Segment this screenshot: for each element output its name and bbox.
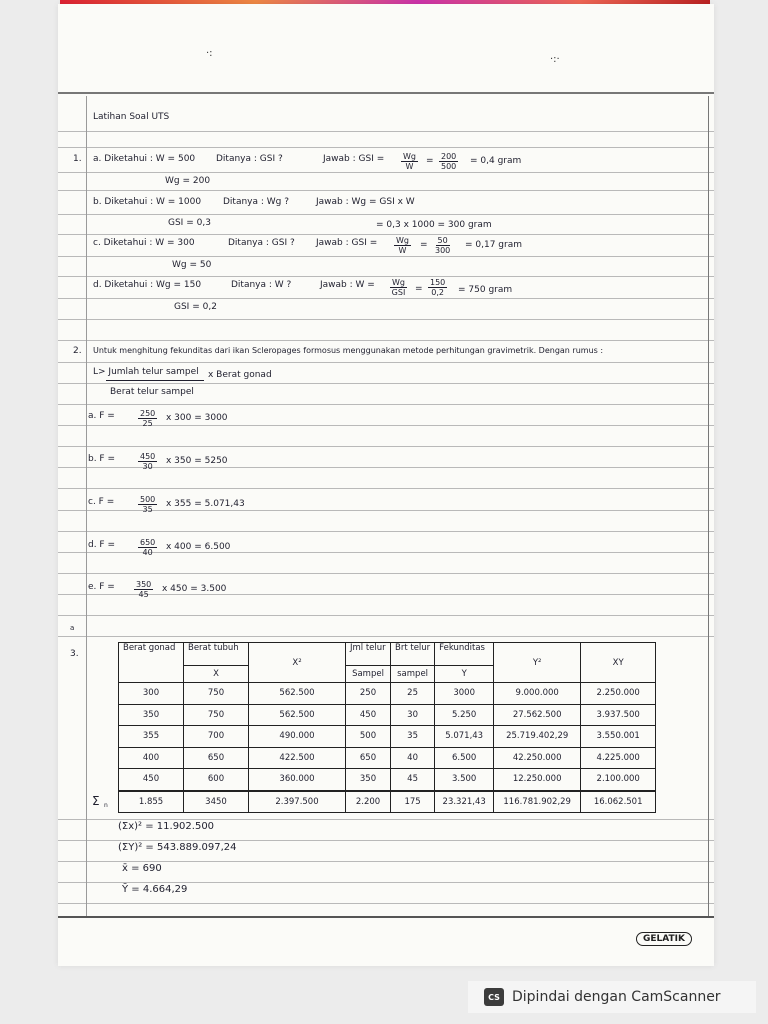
- header-fekunditas: Fekunditas: [435, 643, 494, 666]
- cell: 12.250.000: [494, 769, 581, 791]
- q1b-known-2: GSI = 0,3: [168, 218, 211, 228]
- cell: 250: [346, 683, 391, 705]
- cell: 422.500: [249, 747, 346, 769]
- cell: 350: [119, 704, 184, 726]
- cell: 400: [119, 747, 184, 769]
- q1a-answer: Jawab : GSI =: [323, 154, 385, 164]
- cell: 35: [391, 726, 435, 748]
- cell: 750: [184, 683, 249, 705]
- camscanner-text: Dipindai dengan CamScanner: [512, 989, 721, 1005]
- question-3-number: 3.: [70, 649, 79, 659]
- cell: 750: [184, 704, 249, 726]
- total-cell: 2.200: [346, 791, 391, 813]
- header-sampel: sampel: [391, 666, 435, 683]
- camscanner-watermark: [468, 981, 756, 1013]
- q2-item-fraction: $\frac{500}{35}$: [140, 495, 156, 514]
- q1d-known: d. Diketahui : Wg = 150: [93, 280, 202, 290]
- table-row: [119, 704, 656, 726]
- question-2-number: 2.: [73, 346, 82, 356]
- q1c-known-2: Wg = 50: [172, 260, 212, 270]
- q2-formula-bar: [106, 380, 204, 381]
- cell: 2.100.000: [581, 769, 656, 791]
- table-header-row: [119, 643, 656, 666]
- calc-sum-y-squared: (ΣY)² = 543.889.097,24: [118, 842, 237, 853]
- q1c-fraction-2: $\frac{50}{300}$: [435, 236, 451, 255]
- q2-item-result: x 355 = 5.071,43: [166, 499, 245, 509]
- total-cell: 23.321,43: [435, 791, 494, 813]
- cell: 3.937.500: [581, 704, 656, 726]
- table-total-row: [119, 791, 656, 813]
- q1a-result: = 0,4 gram: [470, 156, 522, 166]
- paper-speck: ·:·: [550, 54, 560, 65]
- q1d-fraction-1: Wg GSI: [391, 278, 406, 297]
- paper-speck: ·:: [206, 48, 213, 59]
- gelatik-logo: GELATIK: [636, 932, 692, 946]
- q2-item-result: x 350 = 5250: [166, 456, 228, 466]
- cell: 300: [119, 683, 184, 705]
- q2-item-result: x 450 = 3.500: [162, 584, 227, 594]
- q2-item-label: a. F =: [88, 411, 115, 421]
- q1d-result: = 750 gram: [458, 285, 513, 295]
- total-cell: 16.062.501: [581, 791, 656, 813]
- cell: 40: [391, 747, 435, 769]
- stray-mark: a: [70, 624, 75, 632]
- sum-symbol: Σ: [92, 794, 100, 808]
- calc-mean-y: Ȳ = 4.664,29: [122, 884, 188, 895]
- margin-line: [86, 96, 87, 916]
- header-y: Y: [435, 666, 494, 683]
- cell: 562.500: [249, 683, 346, 705]
- q2-formula-multiplier: x Berat gonad: [208, 370, 272, 380]
- q1d-known-2: GSI = 0,2: [174, 302, 217, 312]
- sum-subscript: n: [104, 802, 108, 809]
- cell: 42.250.000: [494, 747, 581, 769]
- q2-item-label: b. F =: [88, 454, 116, 464]
- q2-item-fraction: $\frac{650}{40}$: [140, 538, 156, 557]
- q2-item-label: d. F =: [88, 540, 116, 550]
- q2-item-fraction: $\frac{450}{30}$: [140, 452, 156, 471]
- notebook-page: [58, 4, 714, 966]
- q2-item-result: x 400 = 6.500: [166, 542, 231, 552]
- header-x: X: [184, 666, 249, 683]
- data-table: [118, 642, 656, 813]
- q1c-answer: Jawab : GSI =: [316, 238, 378, 248]
- header-berat-gonad: Berat gonad: [119, 643, 184, 683]
- q1a-fraction-2: $\frac{200}{500}$: [441, 152, 457, 171]
- q1b-answer: Jawab : Wg = GSI x W: [316, 197, 415, 207]
- cell: 350: [346, 769, 391, 791]
- cell: 27.562.500: [494, 704, 581, 726]
- cell: 5.250: [435, 704, 494, 726]
- q2-item-result: x 300 = 3000: [166, 413, 228, 423]
- q1d-asked: Ditanya : W ?: [231, 280, 292, 290]
- page-right-border: [708, 96, 709, 916]
- q1c-equals: =: [420, 240, 428, 250]
- cell: 25.719.402,29: [494, 726, 581, 748]
- table-row: [119, 726, 656, 748]
- cell: 6.500: [435, 747, 494, 769]
- page-title: Latihan Soal UTS: [93, 112, 170, 122]
- cell: 2.250.000: [581, 683, 656, 705]
- q2-item-fraction: $\frac{250}{25}$: [140, 409, 156, 428]
- q2-item-label: e. F =: [88, 582, 115, 592]
- total-cell: 116.781.902,29: [494, 791, 581, 813]
- cell: 360.000: [249, 769, 346, 791]
- cell: 355: [119, 726, 184, 748]
- cell: 490.000: [249, 726, 346, 748]
- q1b-result: = 0,3 x 1000 = 300 gram: [376, 220, 492, 230]
- cell: 30: [391, 704, 435, 726]
- cell: 600: [184, 769, 249, 791]
- cell: 650: [346, 747, 391, 769]
- header-xy: XY: [581, 643, 656, 683]
- cell: 25: [391, 683, 435, 705]
- cell: 3000: [435, 683, 494, 705]
- q1d-fraction-2: $\frac{150}{0,2}$: [430, 278, 446, 297]
- q1c-fraction-1: $\frac{Wg}{W}$: [396, 236, 409, 255]
- camscanner-icon: CS: [484, 988, 504, 1006]
- cell: 4.225.000: [581, 747, 656, 769]
- q1a-fraction-1: $\frac{Wg}{W}$: [403, 152, 416, 171]
- cell: 3.550.001: [581, 726, 656, 748]
- q1a-asked: Ditanya : GSI ?: [216, 154, 283, 164]
- cell: 650: [184, 747, 249, 769]
- table-row: [119, 769, 656, 791]
- header-y-squared: Y²: [494, 643, 581, 683]
- table-row: [119, 683, 656, 705]
- total-cell: 3450: [184, 791, 249, 813]
- header-brt-telur: Brt telur: [391, 643, 435, 666]
- cell: 450: [346, 704, 391, 726]
- header-x-squared: X²: [249, 643, 346, 683]
- q1a-equals: =: [426, 156, 434, 166]
- total-cell: 2.397.500: [249, 791, 346, 813]
- total-cell: 1.855: [119, 791, 184, 813]
- q1b-asked: Ditanya : Wg ?: [223, 197, 290, 207]
- q1d-equals: =: [415, 284, 423, 294]
- cell: 500: [346, 726, 391, 748]
- cell: 45: [391, 769, 435, 791]
- cell: 450: [119, 769, 184, 791]
- header-berat-tubuh: Berat tubuh: [184, 643, 249, 666]
- table-row: [119, 747, 656, 769]
- q1c-result: = 0,17 gram: [465, 240, 522, 250]
- cell: 5.071,43: [435, 726, 494, 748]
- q1d-answer: Jawab : W =: [320, 280, 375, 290]
- header-jml-telur: Jml telur: [346, 643, 391, 666]
- q2-formula-denominator: Berat telur sampel: [110, 387, 194, 397]
- calc-mean-x: x̄ = 690: [122, 863, 162, 874]
- q1c-known: c. Diketahui : W = 300: [93, 238, 195, 248]
- q1a-known-2: Wg = 200: [165, 176, 211, 186]
- q2-formula-numerator: L> Jumlah telur sampel: [93, 367, 199, 377]
- cell: 9.000.000: [494, 683, 581, 705]
- question-1-number: 1.: [73, 154, 82, 164]
- total-cell: 175: [391, 791, 435, 813]
- q2-item-label: c. F =: [88, 497, 115, 507]
- cell: 562.500: [249, 704, 346, 726]
- q2-intro: Untuk menghitung fekunditas dari ikan Scleropages formosus menggunakan metode perhitungan gravimetrik. Dengan rumus :: [93, 346, 604, 355]
- header-sampel: Sampel: [346, 666, 391, 683]
- q1a-known: a. Diketahui : W = 500: [93, 154, 196, 164]
- calc-sum-x-squared: (Σx)² = 11.902.500: [118, 821, 215, 832]
- cell: 700: [184, 726, 249, 748]
- q2-item-fraction: $\frac{350}{45}$: [136, 580, 152, 599]
- cell: 3.500: [435, 769, 494, 791]
- q1b-known: b. Diketahui : W = 1000: [93, 197, 202, 207]
- q1c-asked: Ditanya : GSI ?: [228, 238, 295, 248]
